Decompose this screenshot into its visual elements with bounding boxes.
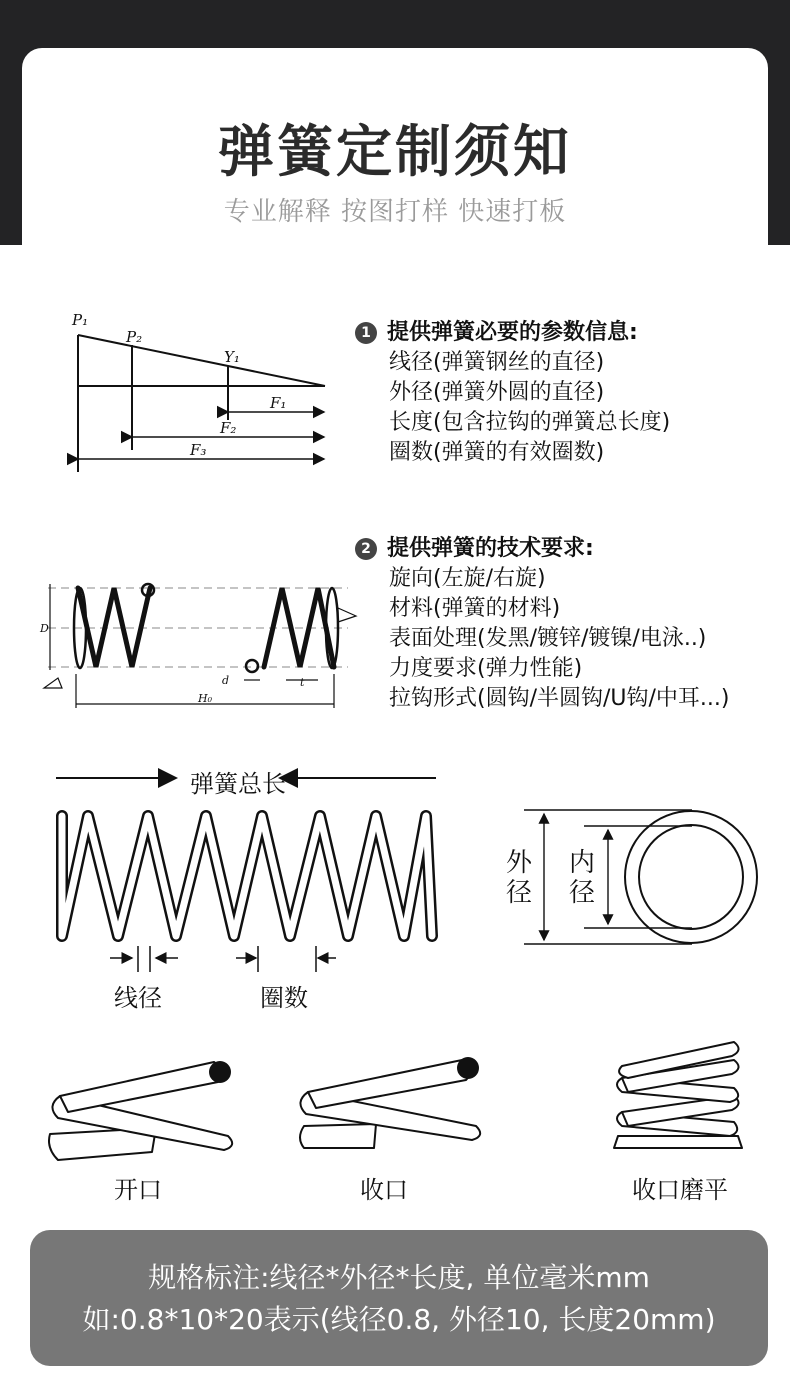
requirement-item: 表面处理(发黑/镀锌/镀镍/电泳..) bbox=[389, 626, 707, 651]
diameter-diagram bbox=[524, 806, 764, 950]
param-item: 长度(包含拉钩的弹簧总长度) bbox=[389, 410, 671, 435]
section-2-title: 提供弹簧的技术要求: bbox=[387, 536, 594, 561]
wire-diameter-label: 线径 bbox=[114, 984, 162, 1012]
p1-label: P₁ bbox=[72, 311, 89, 329]
open-end-label: 开口 bbox=[114, 1176, 162, 1204]
f2-label: F₂ bbox=[220, 419, 237, 437]
f1-label: F₁ bbox=[270, 394, 287, 412]
inner-diameter-label: 内径 bbox=[568, 848, 595, 908]
spec-notice-line-1: 规格标注:线径*外径*长度, 单位毫米mm bbox=[148, 1261, 650, 1294]
section-2-heading bbox=[357, 534, 730, 564]
param-item: 线径(弹簧钢丝的直径) bbox=[389, 350, 605, 375]
open-end-spring bbox=[48, 1052, 238, 1164]
spec-notice-box bbox=[30, 1230, 768, 1366]
param-item: 圈数(弹簧的有效圈数) bbox=[389, 440, 605, 465]
section-1-number: 1 bbox=[355, 322, 377, 344]
p3-label: Y₁ bbox=[224, 348, 240, 366]
requirement-item: 力度要求(弹力性能) bbox=[389, 656, 583, 681]
requirement-item: 旋向(左旋/右旋) bbox=[389, 566, 546, 591]
page-title: 弹簧定制须知 bbox=[218, 120, 572, 185]
closed-end-spring bbox=[296, 1052, 486, 1152]
requirement-item: 拉钩形式(圆钩/半圆钩/U钩/中耳...) bbox=[389, 686, 730, 711]
spring-side-view bbox=[54, 808, 440, 948]
spring-technical-drawing bbox=[38, 570, 368, 715]
closed-end-label: 收口 bbox=[360, 1176, 408, 1204]
param-item: 外径(弹簧外圆的直径) bbox=[389, 380, 605, 405]
section-2-number: 2 bbox=[355, 538, 377, 560]
section-2-params bbox=[357, 534, 730, 714]
section-1-params bbox=[357, 318, 670, 468]
total-length-label: 弹簧总长 bbox=[190, 770, 286, 798]
coil-count-label: 圈数 bbox=[260, 984, 308, 1012]
requirement-item: 材料(弹簧的材料) bbox=[389, 596, 561, 621]
p2-label: P₂ bbox=[126, 328, 143, 346]
d-outer-label: D bbox=[40, 622, 49, 635]
t-pitch-label: t bbox=[300, 676, 305, 689]
outer-diameter-label: 外径 bbox=[505, 848, 532, 908]
spec-notice-line-2: 如:0.8*10*20表示(线径0.8, 外径10, 长度20mm) bbox=[82, 1303, 716, 1336]
section-1-heading bbox=[357, 318, 670, 348]
closed-ground-spring bbox=[612, 1038, 744, 1152]
f3-label: F₃ bbox=[190, 441, 207, 459]
page-subtitle: 专业解释 按图打样 快速打板 bbox=[223, 197, 567, 227]
section-1-title: 提供弹簧必要的参数信息: bbox=[387, 320, 638, 345]
wire-coil-arrows bbox=[106, 946, 346, 972]
h-length-label: H₀ bbox=[198, 692, 213, 705]
d-wire-label: d bbox=[222, 674, 230, 687]
load-deflection-diagram bbox=[60, 300, 340, 485]
closed-ground-end-label: 收口磨平 bbox=[632, 1176, 728, 1204]
